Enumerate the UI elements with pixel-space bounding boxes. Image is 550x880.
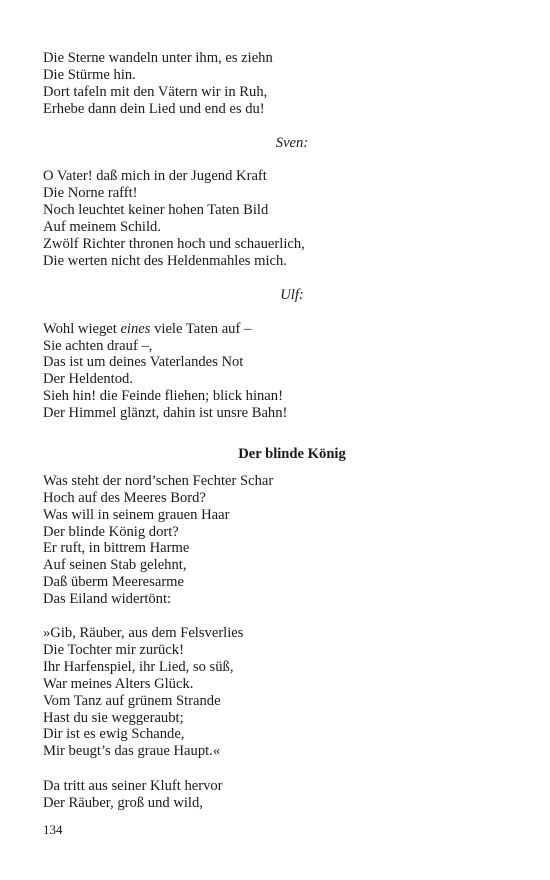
verse-line: Der Räuber, groß und wild, xyxy=(43,795,203,812)
verse-line: Sie achten drauf –, xyxy=(43,337,153,354)
verse-line: Der Heldentod. xyxy=(43,371,133,388)
verse-text: viele Taten auf – xyxy=(150,320,252,337)
stanza-6 xyxy=(43,778,513,812)
verse-line: Die Tochter mir zurück! xyxy=(43,641,184,658)
verse-line: Die Sterne wandeln unter ihm, es ziehn xyxy=(43,50,273,66)
verse-line: Das Eiland widertönt: xyxy=(43,591,172,608)
page-body xyxy=(43,50,513,812)
verse-line: Mir beugt’s das graue Haupt.« xyxy=(43,743,221,760)
speaker-ulf: Ulf: xyxy=(280,286,304,303)
verse-line: Was will in seinem grauen Haar xyxy=(43,506,230,523)
stanza-1 xyxy=(43,50,513,118)
verse-line: Daß überm Meeresarme xyxy=(43,574,185,591)
verse-line: Zwölf Richter thronen hoch und schauerlich, xyxy=(43,236,305,253)
verse-line: Hoch auf des Meeres Bord? xyxy=(43,489,206,506)
verse-line: Auf meinem Schild. xyxy=(43,219,161,236)
verse-text: Wohl wieget xyxy=(43,320,121,337)
verse-line: Sieh hin! die Feinde fliehen; blick hinan! xyxy=(43,388,283,405)
verse-line: Der Himmel glänzt, dahin ist unsre Bahn! xyxy=(43,405,288,422)
verse-line: Dort tafeln mit den Vätern wir in Ruh, xyxy=(43,83,268,100)
verse-line: Die Norne rafft! xyxy=(43,185,138,202)
verse-line: Da tritt aus seiner Kluft hervor xyxy=(43,778,223,795)
verse-line: Noch leuchtet keiner hohen Taten Bild xyxy=(43,202,269,219)
speaker-sven: Sven: xyxy=(275,134,309,151)
stanza-2 xyxy=(43,168,513,269)
verse-line xyxy=(43,321,513,338)
verse-line: War meines Alters Glück. xyxy=(43,675,194,692)
verse-line: Vom Tanz auf grünem Strande xyxy=(43,692,221,709)
verse-line: Was steht der nord’schen Fechter Schar xyxy=(43,472,274,489)
verse-line: Die werten nicht des Heldenmahles mich. xyxy=(43,252,287,269)
verse-line: Er ruft, in bittrem Harme xyxy=(43,540,190,557)
verse-line: Das ist um deines Vaterlandes Not xyxy=(43,354,244,371)
page-number: 134 xyxy=(43,822,63,837)
verse-line: Erhebe dann dein Lied und end es du! xyxy=(43,100,265,117)
stanza-4 xyxy=(43,473,513,608)
poem-title: Der blinde König xyxy=(238,446,346,463)
emphasized-word: eines xyxy=(120,320,151,337)
verse-line: O Vater! daß mich in der Jugend Kraft xyxy=(43,168,267,185)
stanza-5 xyxy=(43,625,513,760)
verse-line: Hast du sie weggeraubt; xyxy=(43,709,184,726)
stanza-3 xyxy=(43,321,513,422)
verse-line: Die Stürme hin. xyxy=(43,66,136,83)
verse-line: Auf seinen Stab gelehnt, xyxy=(43,557,187,574)
verse-line: Der blinde König dort? xyxy=(43,523,179,540)
verse-line: Dir ist es ewig Schande, xyxy=(43,726,185,743)
verse-line: Ihr Harfenspiel, ihr Lied, so süß, xyxy=(43,658,234,675)
verse-line: »Gib, Räuber, aus dem Felsverlies xyxy=(43,625,244,642)
